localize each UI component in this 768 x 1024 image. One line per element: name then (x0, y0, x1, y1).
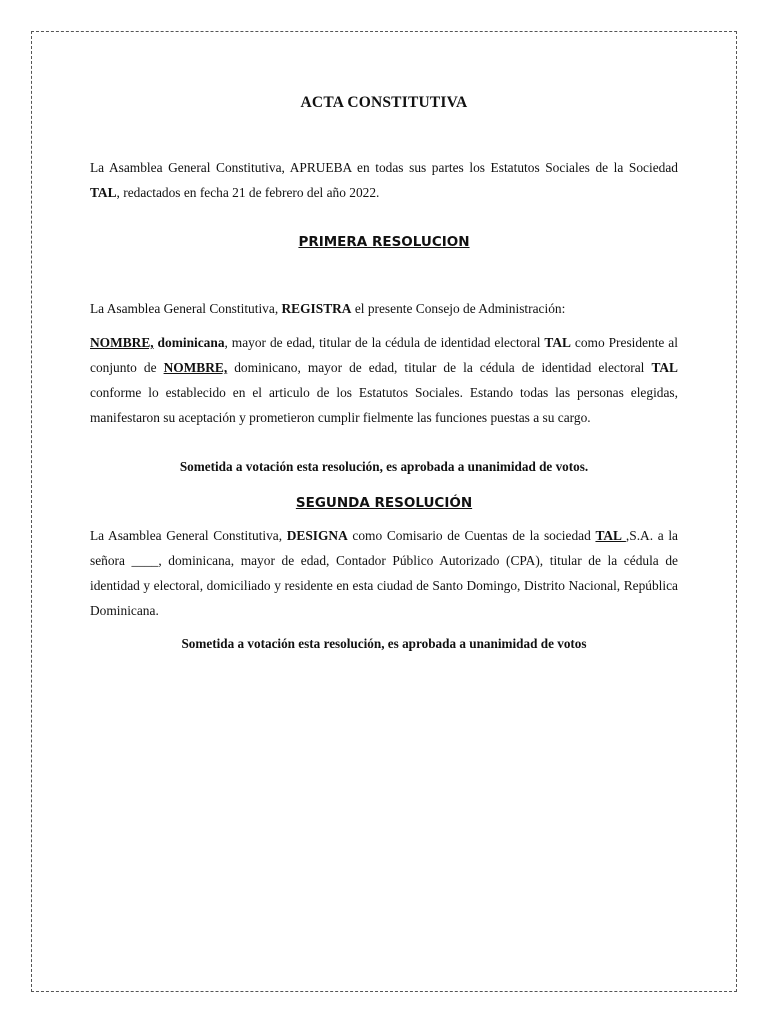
document-page (31, 31, 737, 992)
s-action: DESIGNA (286, 528, 348, 543)
second-name: NOMBRE, (163, 360, 228, 375)
document-title: ACTA CONSTITUTIVA (300, 94, 468, 111)
s-text-2: como Comisario de Cuentas de la sociedad (347, 528, 596, 543)
p2-text-2: como Presidente al conjunto de (90, 335, 678, 375)
s-text-1: La Asamblea General Constitutiva, (90, 528, 287, 543)
first-resolution-paragraph-1 (90, 296, 678, 321)
second-id: TAL (651, 360, 678, 375)
president-name: NOMBRE, (90, 335, 154, 350)
president-nationality: dominicana (153, 335, 225, 350)
first-resolution-paragraph-2 (90, 330, 678, 430)
first-resolution-vote: Sometida a votación esta resolución, es aprobada a unanimidad de votos. (179, 459, 589, 474)
second-resolution-heading: SEGUNDA RESOLUCIÓN (295, 495, 473, 511)
intro-company: TAL (90, 185, 117, 200)
p2-text-1: , mayor de edad, titular de la cédula de identidad electoral (224, 335, 545, 350)
p1-text-end: el presente Consejo de Administración: (351, 301, 566, 316)
p2-text-3: dominicano, mayor de edad, titular de la cédula de identidad electoral (227, 360, 652, 375)
first-resolution-heading: PRIMERA RESOLUCION (298, 234, 470, 250)
second-resolution-paragraph (90, 523, 678, 623)
s-company: TAL (595, 528, 626, 543)
intro-paragraph (90, 155, 678, 205)
p1-text: La Asamblea General Constitutiva, (90, 301, 282, 316)
p1-action: REGISTRA (281, 301, 352, 316)
intro-text: La Asamblea General Constitutiva, APRUEBA en todas sus partes los Estatutos Sociales de la Sociedad (90, 160, 678, 175)
second-resolution-vote: Sometida a votación esta resolución, es aprobada a unanimidad de votos (181, 636, 587, 651)
s-text-3: ,S.A. a la señora ____, dominicana, mayor de edad, Contador Público Autorizado (CPA), titular de la cédula de identidad y electoral, domiciliado y residente en esta ciudad de Santo Domingo, Distrito Nacional, República Dominicana. (90, 528, 678, 618)
president-id: TAL (544, 335, 571, 350)
intro-text-end: , redactados en fecha 21 de febrero del año 2022. (116, 185, 380, 200)
p2-text-4: conforme lo establecido en el articulo de los Estatutos Sociales. Estando todas las personas elegidas, manifestaron su aceptación y prometieron cumplir fielmente las funciones puestas a su cargo. (90, 385, 678, 425)
